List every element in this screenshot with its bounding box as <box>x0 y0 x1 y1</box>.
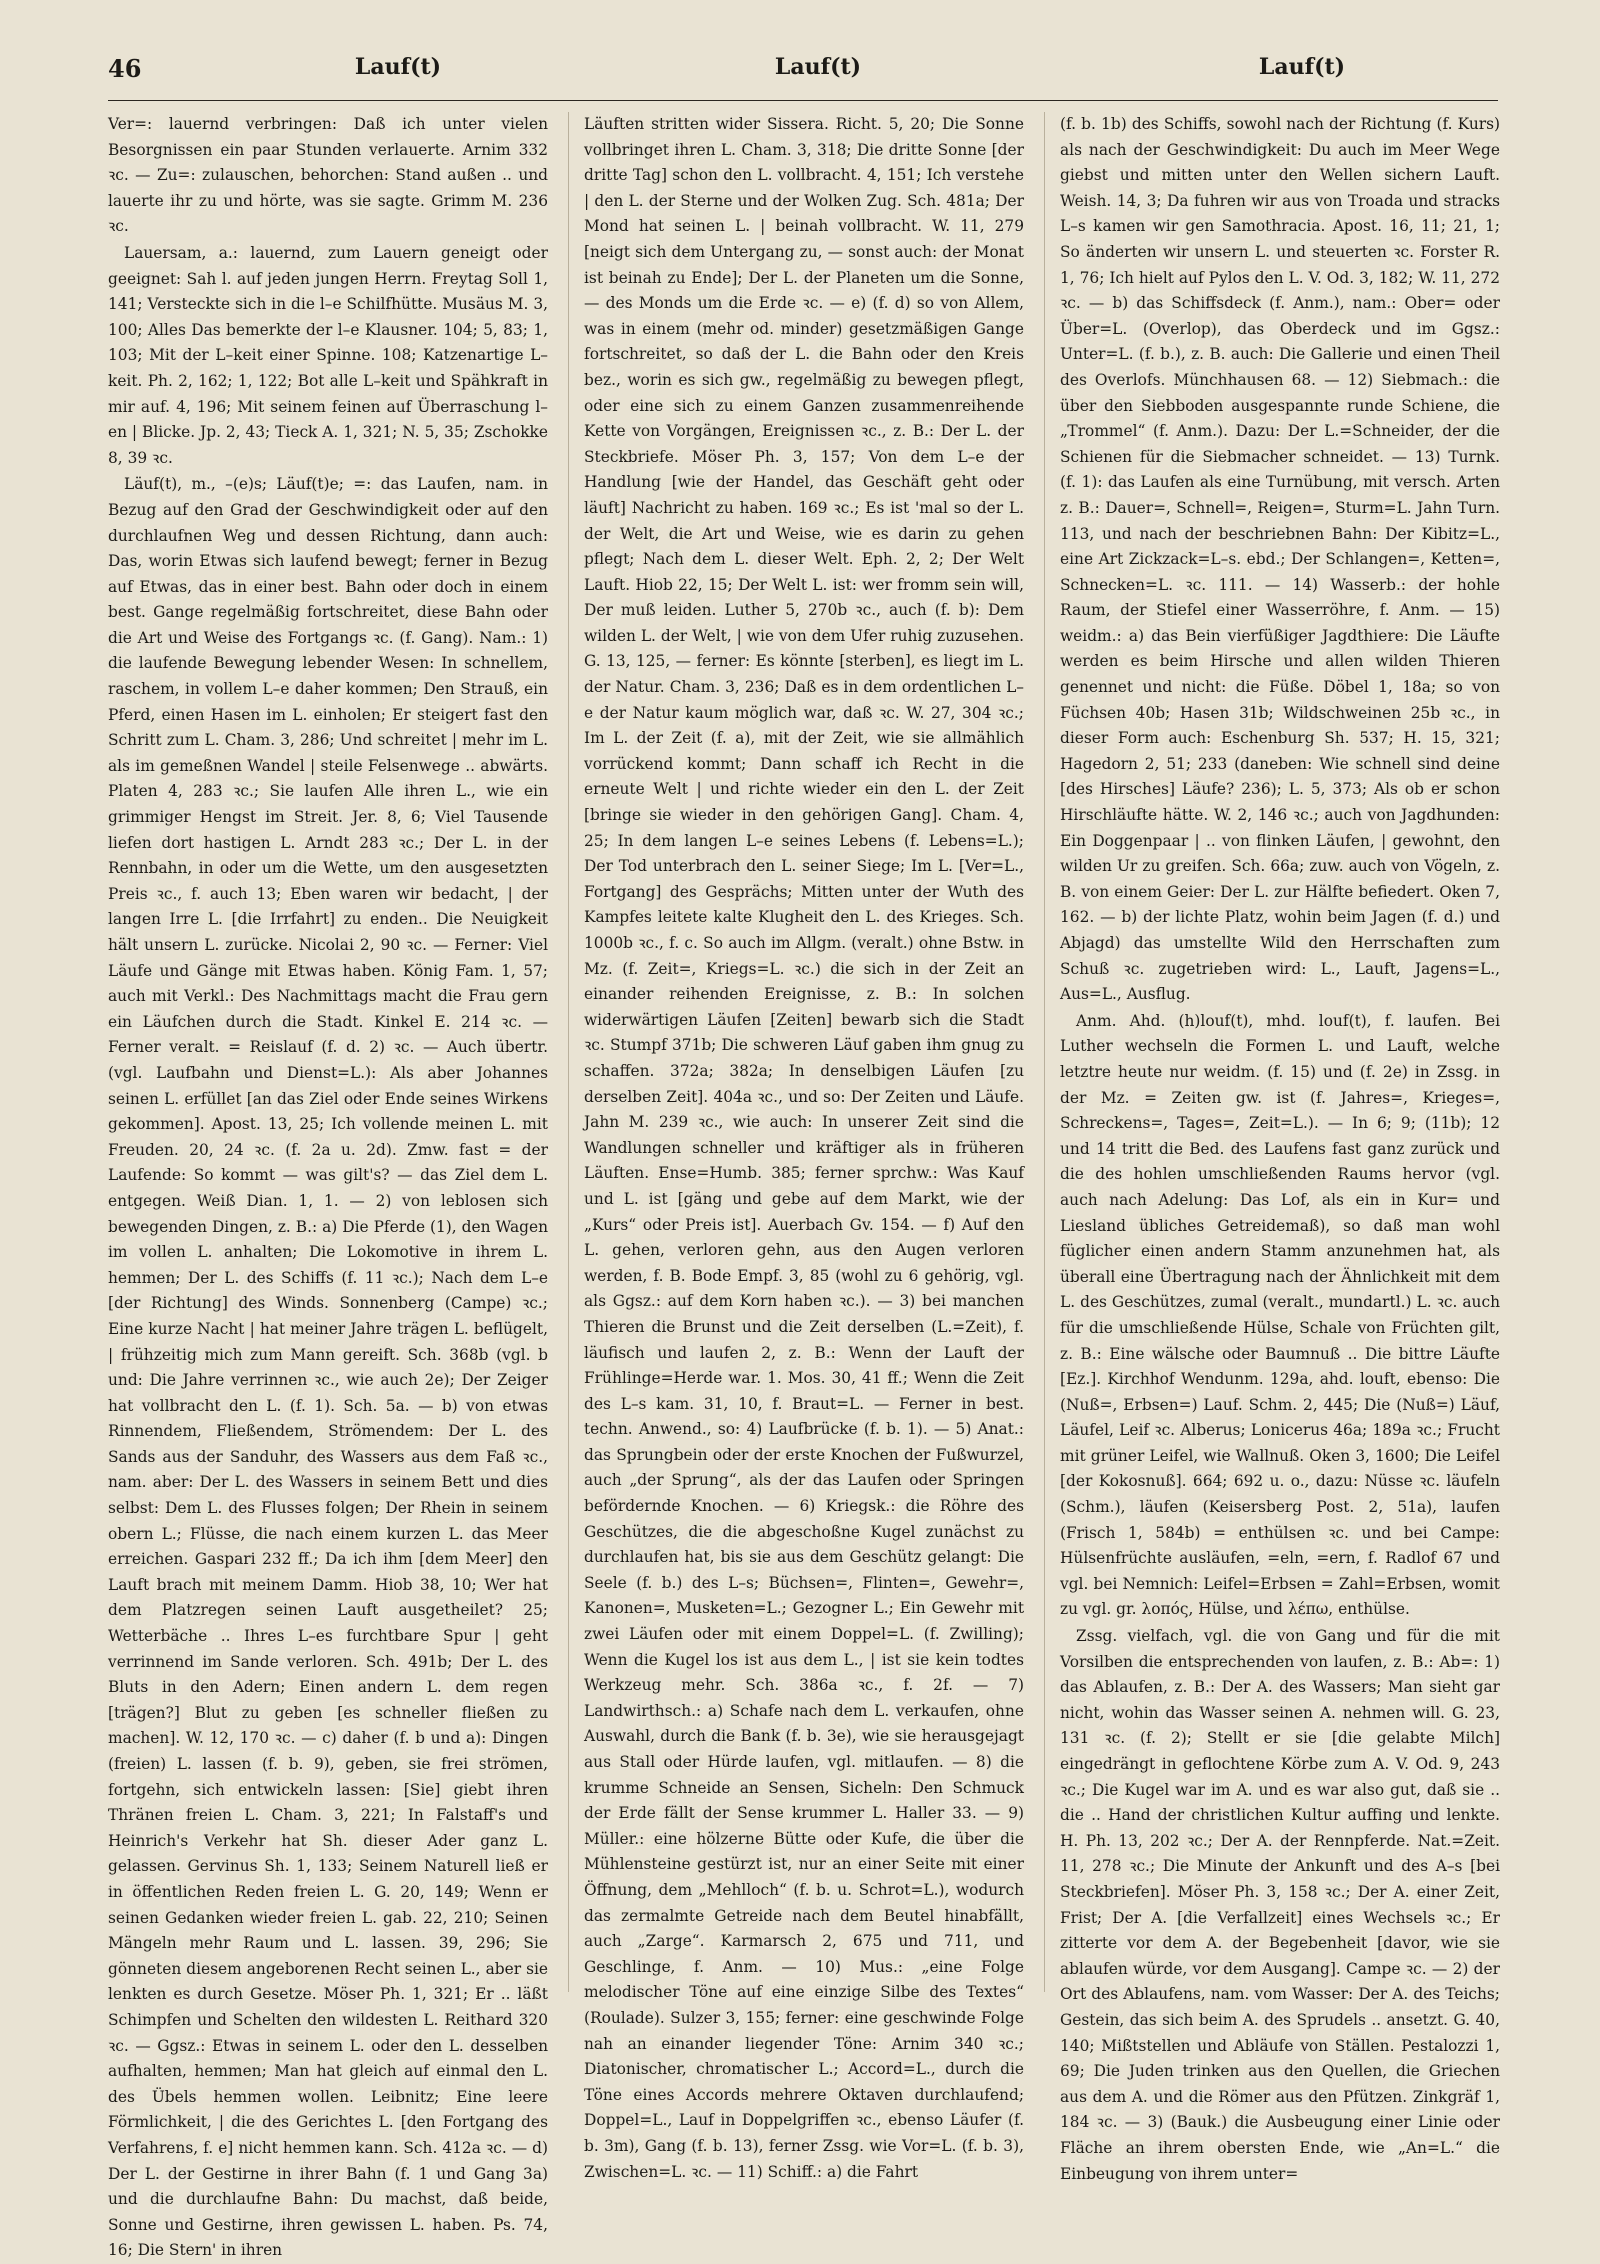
entry-lauf: Läuf(t), m., –(e)s; Läuf(t)e; =: das Laufen, nam. in Bezug auf den Grad der Geschwindigkeit oder auf den durchlaufnen Weg und dessen Richtung, dann auch: Das, worin Etwas sich laufend bewegt; ferner in Bezug auf Etwas, das in einer best. Bahn oder doch in einem best. Gange regelmäßig fortschreitet, diese Bahn oder die Art und Weise des Fortgangs ꝛc. (f. Gang). Nam.: 1) die laufende Bewegung lebender Wesen: In schnellem, raschem, in vollem L–e daher kommen; Den Strauß, ein Pferd, einen Hasen im L. einholen; Er steigert fast den Schritt zum L. Cham. 3, 286; Und schreitet | mehr im L. als im gemeßnen Wandel | steile Felsenwege .. abwärts. Platen 4, 283 ꝛc.; Sie laufen Alle ihren L., wie ein grimmiger Hengst im Streit. Jer. 8, 6; Viel Tausende liefen dort hastigen L. Arndt 283 ꝛc.; Der L. in der Rennbahn, in oder um die Wette, um den ausgesetzten Preis ꝛc., f. auch 13; Eben waren wir bedacht, | der langen Irre L. [die Irrfahrt] zu enden.. Die Neuigkeit hält unsern L. zurücke. Nicolai 2, 90 ꝛc. — Ferner: Viel Läufe und Gänge mit Etwas haben. König Fam. 1, 57; auch mit Verkl.: Des Nachmittags macht die Frau gern ein Läufchen durch die Stadt. Kinkel E. 214 ꝛc. — Ferner veralt. = Reislauf (f. d. 2) ꝛc. — Auch übertr. (vgl. Laufbahn und Dienst=L.): Als aber Johannes seinen L. erfüllet [an das Ziel oder Ende seines Wirkens gekommen]. Apost. 13, 25; Ich vollende meinen L. mit Freuden. 20, 24 ꝛc. (f. 2a u. 2d). Zmw. fast = der Laufende: So kommt — was gilt's? — das Ziel dem L. entgegen. Weiß Dian. 1, 1. — 2) von leblosen sich bewegenden Dingen, z. B.: a) Die Pferde (1), den Wagen im vollen L. anhalten; Die Lokomotive in ihrem L. hemmen; Der L. des Schiffs (f. 11 ꝛc.); Nach dem L–e [der Richtung] des Winds. Sonnenberg (Campe) ꝛc.; Eine kurze Nacht | hat meiner Jahre trägen L. beflügelt, | frühzeitig mich zum Mann gereift. Sch. 368b (vgl. b und: Die Jahre verrinnen ꝛc., wie auch 2e); Der Zeiger hat vollbracht den L. (f. 1). Sch. 5a. — b) von etwas Rinnendem, Fließendem, Strömendem: Der L. des Sands aus der Sanduhr, des Wassers aus dem Faß ꝛc., nam. aber: Der L. des Wassers in seinem Bett und dies selbst: Dem L. des Flusses folgen; Der Rhein in seinem obern L.; Flüsse, die nach einem kurzen L. das Meer erreichen. Gaspari 232 ff.; Da ich ihm [dem Meer] den Lauft brach mit meinem Damm. Hiob 38, 10; Wer hat dem Platzregen seinen Lauft ausgetheilet? 25; Wetterbäche .. Ihres L–es furchtbare Spur | geht verrinnend im Sande verloren. Sch. 491b; Der L. des Bluts in den Adern; Einen andern L. dem regen [trägen?] Blut zu geben [es schneller fließen zu machen]. W. 12, 170 ꝛc. — c) daher (f. b und a): Dingen (freien) L. lassen (f. b. 9), geben, sie frei strömen, fortgehn, sich entwickeln lassen: [Sie] giebt ihren Thränen freien L. Cham. 3, 221; In Falstaff's und Heinrich's Verkehr hat Sh. dieser Ader ganz L. gelassen. Gervinus Sh. 1, 133; Seinem Naturell ließ er in öffentlichen Reden freien L. G. 20, 149; Wenn er seinen Gedanken wieder freien L. gab. 22, 210; Seinen Mängeln mehr Raum und L. lassen. 39, 296; Sie gönneten diesem angeborenen Recht seinen L., aber sie lenkten es durch Gesetze. Möser Ph. 1, 321; Er .. läßt Schimpfen und Schelten den wildesten L. Reithard 320 ꝛc. — Ggsz.: Etwas in seinem L. oder den L. desselben aufhalten, hemmen; Man hat gleich auf einmal den L. des Übels hemmen wollen. Leibnitz; Eine leere Förmlichkeit, | die des Gerichtes L. [den Fortgang des Verfahrens, f. e] nicht hemmen kann. Sch. 412a ꝛc. — d) Der L. der Gestirne in ihrer Bahn (f. 1 und Gang 3a) und die durchlaufne Bahn: Du machst, daß beide, Sonne und Gestirne, ihren gewissen L. haben. Ps. 74, 16; Die Stern' in ihren <box>108 475 548 2260</box>
annotation-paragraph: Anm. Ahd. (h)louf(t), mhd. louf(t), f. laufen. Bei Luther wechseln die Formen L. und Lauft, welche letztre heute nur weidm. (f. 15) und (f. 2e) in Zssg. in der Mz. = Zeiten gw. ist (f. Jahres=, Krieges=, Schreckens=, Tages=, Zeit=L.). — In 6; 9; (11b); 12 und 14 tritt die Bed. des Laufens fast ganz zurück und die des hohlen umschließenden Raums hervor (vgl. auch nach Adelung: Das Lof, als ein in Kur= und Liesland übliches Getreidemaß), so daß man wohl füglicher einen andern Stamm anzunehmen hat, als überall eine Übertragung nach der Ähnlichkeit mit dem L. des Geschützes, zumal (veralt., mundartl.) L. ꝛc. auch für die umschließende Hülse, Schale von Früchten gilt, z. B.: Eine wälsche oder Baumnuß .. Die bittre Läufte [Ez.]. Kirchhof Wendunm. 129a, ahd. louft, ebenso: Die (Nuß=, Erbsen=) Lauf. Schm. 2, 445; Die (Nuß=) Läuf, Läufel, Leif ꝛc. Alberus; Lonicerus 46a; 189a ꝛc.; Frucht mit grüner Leifel, wie Wallnuß. Oken 3, 1600; Die Leifel [der Kokosnuß]. 664; 692 u. o., dazu: Nüsse ꝛc. läufeln (Schm.), läufen (Keisersberg Post. 2, 51a), laufen (Frisch 1, 584b) = enthülsen ꝛc. und bei Campe: Hülsenfrüchte ausläufen, =eln, =ern, f. Radlof 67 und vgl. bei Nemnich: Leifel=Erbsen = Zahl=Erbsen, womit zu vgl. gr. λοπός, Hülse, und λέπω, enthülse. <box>1060 1011 1500 1619</box>
text-column-3 <box>1060 112 1500 2183</box>
running-headword-center: Lauf(t) <box>774 54 862 80</box>
page-number: 46 <box>108 54 142 83</box>
page-header <box>0 54 1600 94</box>
header-rule <box>108 100 1498 101</box>
entry-lauf-continued: (f. b. 1b) des Schiffs, sowohl nach der Richtung (f. Kurs) als nach der Geschwindigkeit: Du auch im Meer Wege giebst und mitten unter den Wellen sichern Lauft. Weish. 14, 3; Da fuhren wir aus von Troada und stracks L–s kamen wir gen Samothracia. Apost. 16, 11; 21, 1; So änderten wir unsern L. und steuerten ꝛc. Forster R. 1, 76; Ich hielt auf Pylos den L. V. Od. 3, 182; W. 11, 272 ꝛc. — b) das Schiffsdeck (f. Anm.), nam.: Ober= oder Über=L. (Overlop), das Oberdeck und im Ggsz.: Unter=L. (f. b.), z. B. auch: Die Gallerie und einen Theil des Overlofs. Münchhausen 68. — 12) Siebmach.: die über den Siebboden ausgespannte runde Schiene, die „Trommel“ (f. Anm.). Dazu: Der L.=Schneider, der die Schienen für die Siebmacher schneidet. — 13) Turnk. (f. 1): das Laufen als eine Turnübung, mit versch. Arten z. B.: Dauer=, Schnell=, Reigen=, Sturm=L. Jahn Turn. 113, und nach der beschriebnen Bahn: Der Kibitz=L., eine Art Zickzack=L–s. ebd.; Der Schlangen=, Ketten=, Schnecken=L. ꝛc. 111. — 14) Wasserb.: der hohle Raum, der Stiefel einer Wasserröhre, f. Anm. — 15) weidm.: a) das Bein vierfüßiger Jagdthiere: Die Läufte werden es beim Hirsche und allen wilden Thieren genennet und nicht: die Füße. Döbel 1, 18a; so von Füchsen 40b; Hasen 31b; Wildschweinen 25b ꝛc., in dieser Form auch: Eschenburg Sh. 537; H. 15, 321; Hagedorn 2, 51; 233 (daneben: Wie schnell sind deine [des Hirsches] Läufe? 236); L. 5, 373; Als ob er schon Hirschläufte hätte. W. 2, 146 ꝛc.; auch von Jagdhunden: Ein Doggenpaar | .. von flinken Läufen, | gewohnt, den wilden Ur zu greifen. Sch. 66a; zuw. auch von Vögeln, z. B. von einem Geier: Der L. zur Hälfte befiedert. Oken 7, 162. — b) der lichte Platz, wohin beim Jagen (f. d.) und Abjagd) das umstellte Wild den Herrschaften zum Schuß ꝛc. zugetrieben wird: L., Lauft, Jagens=L., Aus=L., Ausflug. <box>1060 115 1500 1004</box>
column-divider <box>568 112 569 1992</box>
entry-continuation: Ver=: lauernd verbringen: Daß ich unter vielen Besorgnissen ein paar Stunden verlauerte. Arnim 332 ꝛc. — Zu=: zulauschen, behorchen: Stand außen .. und lauerte ihr zu und hörte, was sie sagte. Grimm M. 236 ꝛc. <box>108 115 548 236</box>
entry-lauersam: Lauersam, a.: lauernd, zum Lauern geneigt oder geeignet: Sah l. auf jeden jungen Herrn. Freytag Soll 1, 141; Versteckte sich in die l–e Schilfhütte. Musäus M. 3, 100; Alles Das bemerkte der l–e Klausner. 104; 5, 83; 1, 103; Mit der L–keit einer Spinne. 108; Katzenartige L–keit. Ph. 2, 162; 1, 122; Bot alle L–keit und Spähkraft in mir auf. 4, 196; Mit seinem feinen auf Überraschung l–en | Blicke. Jp. 2, 43; Tieck A. 1, 321; N. 5, 35; Zschokke 8, 39 ꝛc. <box>108 243 548 467</box>
entry-lauf-continued: Läuften stritten wider Sissera. Richt. 5, 20; Die Sonne vollbringet ihren L. Cham. 3, 318; Die dritte Sonne [der dritte Tag] schon den L. vollbracht. 4, 151; Ich verstehe | den L. der Sterne und der Wolken Zug. Sch. 481a; Der Mond hat seinen L. | beinah vollbracht. W. 11, 279 [neigt sich dem Untergang zu, — sonst auch: der Monat ist beinah zu Ende]; Der L. der Planeten um die Sonne, — des Monds um die Erde ꝛc. — e) (f. d) so von Allem, was in einem (mehr od. minder) gesetzmäßigen Gange fortschreitet, so daß der L. die Bahn oder den Kreis bez., worin es sich gw., regelmäßig zu bewegen pflegt, oder eine sich zu einem Ganzen zusammenreihende Kette von Vorgängen, Ereignissen ꝛc., z. B.: Der L. der Steckbriefe. Möser Ph. 3, 157; Von dem L–e der Handlung [wie der Handel, das Geschäft geht oder läuft] Nachricht zu haben. 169 ꝛc.; Es ist 'mal so der L. der Welt, die Art und Weise, wie es darin zu gehen pflegt; Nach dem L. dieser Welt. Eph. 2, 2; Der Welt Lauft. Hiob 22, 15; Der Welt L. ist: wer fromm sein will, Der muß leiden. Luther 5, 270b ꝛc., auch (f. b): Dem wilden L. der Welt, | wie von dem Ufer ruhig zuzusehen. G. 13, 125, — ferner: Es könnte [sterben], es liegt im L. der Natur. Cham. 3, 236; Daß es in dem ordentlichen L–e der Natur kaum möglich war, daß ꝛc. W. 27, 304 ꝛc.; Im L. der Zeit (f. a), mit der Zeit, wie sie allmählich vorrückend kommt; Dann schaff ich Recht in die erneute Welt | und richte wieder ein den L. der Zeit [bringe sie wieder in den gehörigen Gang]. Cham. 4, 25; In dem langen L–e seines Lebens (f. Lebens=L.); Der Tod unterbrach den L. seiner Siege; Im L. [Ver=L., Fortgang] des Gesprächs; Mitten unter der Wuth des Kampfes leitete kalte Klugheit den L. des Krieges. Sch. 1000b ꝛc., f. c. So auch im Allgm. (veralt.) ohne Bstw. in Mz. (f. Zeit=, Kriegs=L. ꝛc.) die sich in der Zeit an einander reihenden Ereignisse, z. B.: In solchen widerwärtigen Läufen [Zeiten] bewarb sich die Stadt ꝛc. Stumpf 371b; Die schweren Läuf gaben ihm gnug zu schaffen. 372a; 382a; In denselbigen Läufen [zu derselben Zeit]. 404a ꝛc., und so: Der Zeiten und Läufe. Jahn M. 239 ꝛc., wie auch: In unserer Zeit sind die Wandlungen schneller und kräftiger als in früheren Läuften. Ense=Humb. 385; ferner sprchw.: Was Kauf und L. ist [gäng und gebe auf dem Markt, wie der „Kurs“ oder Preis ist]. Auerbach Gv. 154. — f) Auf den L. gehen, verloren gehn, aus den Augen verloren werden, f. B. Bode Empf. 3, 85 (wohl zu 6 gehörig, vgl. als Ggsz.: auf dem Korn haben ꝛc.). — 3) bei manchen Thieren die Brunst und die Zeit derselben (L.=Zeit), f. läufisch und laufen 2, z. B.: Wenn der Lauft der Frühlinge=Herde war. 1. Mos. 30, 41 ff.; Wenn die Zeit des L–s kam. 31, 10, f. Braut=L. — Ferner in best. techn. Anwend., so: 4) Laufbrücke (f. b. 1). — 5) Anat.: das Sprungbein oder der erste Knochen der Fußwurzel, auch „der Sprung“, als der das Laufen oder Springen befördernde Knochen. — 6) Kriegsk.: die Röhre des Geschützes, die die abgeschoßne Kugel zunächst zu durchlaufen hat, bis sie aus dem Geschütz gelangt: Die Seele (f. b.) des L–s; Büchsen=, Flinten=, Gewehr=, Kanonen=, Musketen=L.; Gezogner L.; Ein Gewehr mit zwei Läufen oder mit einem Doppel=L. (f. Zwilling); Wenn die Kugel los ist aus dem L., | ist sie kein todtes Werkzeug mehr. Sch. 386a ꝛc., f. 2f. — 7) Landwirthsch.: a) Schafe nach dem L. verkaufen, ohne Auswahl, durch die Bank (f. b. 3e), wie sie herausgejagt aus Stall oder Hürde laufen, vgl. mitlaufen. — 8) die krumme Schneide an Sensen, Sicheln: Den Schmuck der Erde fällt der Sense krummer L. Haller 33. — 9) Müller.: eine hölzerne Bütte oder Kufe, die über die Mühlensteine gestürzt ist, nur an einer Seite mit einer Öffnung, dem „Mehlloch“ (f. b. u. Schrot=L.), wodurch das zermalmte Getreide nach dem Beutel hinabfällt, auch „Zarge“. Karmarsch 2, 675 und 711, und Geschlinge, f. Anm. — 10) Mus.: „eine Folge melodischer Töne auf eine einzige Silbe des Textes“ (Roulade). Sulzer 3, 155; ferner: eine geschwinde Folge nah an einander liegender Töne: Arnim 340 ꝛc.; Diatonischer, chromatischer L.; Accord=L., durch die Töne eines Accords mehrere Oktaven durchlaufend; Doppel=L., Lauf in Doppelgriffen ꝛc., ebenso Läufer (f. b. 3m), Gang (f. b. 13), ferner Zssg. wie Vor=L. (f. b. 3), Zwischen=L. ꝛc. — 11) Schiff.: a) die Fahrt <box>584 115 1024 2181</box>
running-headword-left: Lauf(t) <box>354 54 442 80</box>
compounds-paragraph: Zssg. vielfach, vgl. die von Gang und für die mit Vorsilben die entsprechenden von laufen, z. B.: Ab=: 1) das Ablaufen, z. B.: Der A. des Wassers; Man sieht gar nicht, wohin das Wasser seinen A. nehmen will. G. 23, 131 ꝛc. (f. 2); Stellt er sie [die gelabte Milch] eingedrängt in geflochtene Körbe zum A. V. Od. 9, 243 ꝛc.; Die Kugel war im A. und es war also gut, daß sie .. die .. Hand der christlichen Kultur auffing und lenkte. H. Ph. 13, 202 ꝛc.; Der A. der Rennpferde. Nat.=Zeit. 11, 278 ꝛc.; Die Minute der Ankunft und des A–s [bei Steckbriefen]. Möser Ph. 3, 158 ꝛc.; Der A. einer Zeit, Frist; Der A. [die Verfallzeit] eines Wechsels ꝛc.; Er zitterte vor dem A. der Begebenheit [davor, wie sie ablaufen würde, vor dem Ausgang]. Campe ꝛc. — 2) der Ort des Ablaufens, nam. vom Wasser: Der A. des Teichs; Gestein, das sich beim A. des Sprudels .. ansetzt. G. 40, 140; Mißtstellen und Abläufe von Ställen. Pestalozzi 1, 69; Die Juden trinken aus den Quellen, die Griechen aus dem A. und die Römer aus den Pfützen. Zinkgräf 1, 184 ꝛc. — 3) (Bauk.) die Ausbeugung einer Linie oder Fläche an ihrem obersten Ende, wie „An=L.“ die Einbeugung von ihrem unter= <box>1060 1627 1500 2183</box>
running-headword-right: Lauf(t) <box>1258 54 1346 80</box>
column-divider <box>1044 112 1045 1992</box>
text-column-2 <box>584 112 1024 2181</box>
text-column-1 <box>108 112 548 2260</box>
